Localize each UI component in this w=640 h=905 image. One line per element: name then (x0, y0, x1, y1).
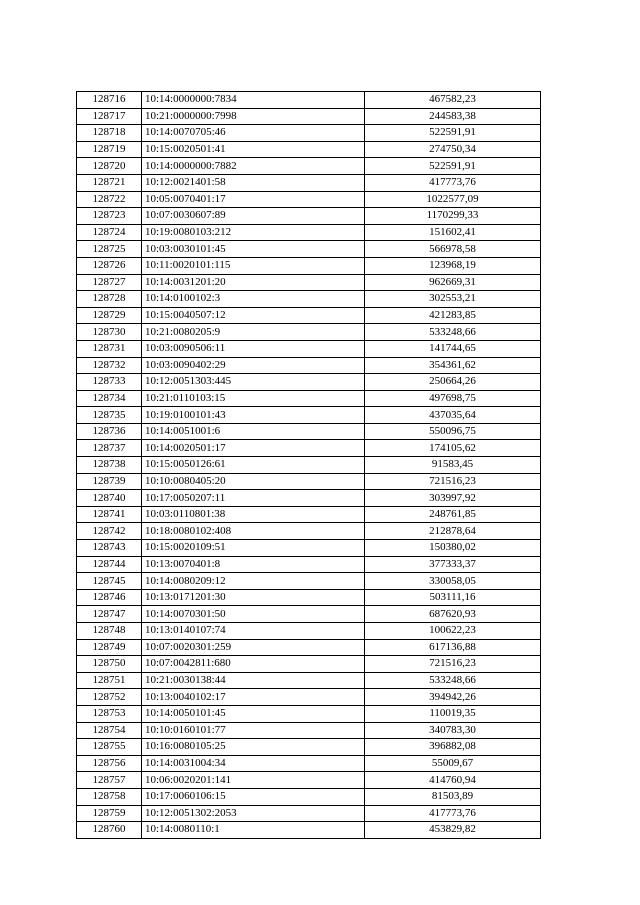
row-id-cell: 128749 (77, 639, 142, 656)
amount-cell: 417773,76 (365, 174, 541, 191)
amount-cell: 394942,26 (365, 689, 541, 706)
row-id-cell: 128734 (77, 390, 142, 407)
cadastral-number-cell: 10:07:0042811:680 (142, 656, 365, 673)
amount-cell: 212878,64 (365, 523, 541, 540)
cadastral-number-cell: 10:17:0050207:11 (142, 490, 365, 507)
row-id-cell: 128741 (77, 506, 142, 523)
table-row (77, 689, 541, 706)
table-row (77, 274, 541, 291)
cadastral-number-cell: 10:21:0000000:7998 (142, 108, 365, 125)
row-id-cell: 128750 (77, 656, 142, 673)
table-row (77, 672, 541, 689)
row-id-cell: 128732 (77, 357, 142, 374)
row-id-cell: 128726 (77, 257, 142, 274)
row-id-cell: 128743 (77, 540, 142, 557)
row-id-cell: 128754 (77, 722, 142, 739)
amount-cell: 414760,94 (365, 772, 541, 789)
table-row (77, 324, 541, 341)
table-row (77, 788, 541, 805)
row-id-cell: 128731 (77, 340, 142, 357)
cadastral-number-cell: 10:14:0020501:17 (142, 440, 365, 457)
table-row (77, 307, 541, 324)
row-id-cell: 128751 (77, 672, 142, 689)
cadastral-number-cell: 10:14:0031201:20 (142, 274, 365, 291)
table-row (77, 623, 541, 640)
amount-cell: 533248,66 (365, 672, 541, 689)
table-row (77, 523, 541, 540)
table-row (77, 174, 541, 191)
row-id-cell: 128722 (77, 191, 142, 208)
table-row (77, 291, 541, 308)
table-row (77, 423, 541, 440)
cadastral-number-cell: 10:14:0031004:34 (142, 755, 365, 772)
cadastral-number-cell: 10:07:0020301:259 (142, 639, 365, 656)
cadastral-number-cell: 10:03:0110801:38 (142, 506, 365, 523)
amount-cell: 1170299,33 (365, 208, 541, 225)
amount-cell: 174105,62 (365, 440, 541, 457)
row-id-cell: 128730 (77, 324, 142, 341)
table-row (77, 241, 541, 258)
table-row (77, 506, 541, 523)
row-id-cell: 128740 (77, 490, 142, 507)
row-id-cell: 128720 (77, 158, 142, 175)
cadastral-number-cell: 10:12:0051302:2053 (142, 805, 365, 822)
table-row (77, 390, 541, 407)
row-id-cell: 128760 (77, 822, 142, 839)
row-id-cell: 128758 (77, 788, 142, 805)
row-id-cell: 128728 (77, 291, 142, 308)
row-id-cell: 128739 (77, 473, 142, 490)
cadastral-number-cell: 10:11:0020101:115 (142, 257, 365, 274)
amount-cell: 721516,23 (365, 473, 541, 490)
amount-cell: 81503,89 (365, 788, 541, 805)
amount-cell: 522591,91 (365, 158, 541, 175)
row-id-cell: 128759 (77, 805, 142, 822)
amount-cell: 522591,91 (365, 125, 541, 142)
table-row (77, 407, 541, 424)
cadastral-number-cell: 10:14:0070301:50 (142, 606, 365, 623)
row-id-cell: 128718 (77, 125, 142, 142)
cadastral-number-cell: 10:16:0080105:25 (142, 739, 365, 756)
amount-cell: 274750,34 (365, 141, 541, 158)
amount-cell: 100622,23 (365, 623, 541, 640)
cadastral-number-cell: 10:13:0140107:74 (142, 623, 365, 640)
amount-cell: 377333,37 (365, 556, 541, 573)
row-id-cell: 128719 (77, 141, 142, 158)
table-row (77, 755, 541, 772)
cadastral-number-cell: 10:15:0020501:41 (142, 141, 365, 158)
cadastral-number-cell: 10:10:0080405:20 (142, 473, 365, 490)
amount-cell: 248761,85 (365, 506, 541, 523)
row-id-cell: 128729 (77, 307, 142, 324)
amount-cell: 55009,67 (365, 755, 541, 772)
table-row (77, 639, 541, 656)
amount-cell: 617136,88 (365, 639, 541, 656)
table-row (77, 822, 541, 839)
table-row (77, 374, 541, 391)
cadastral-number-cell: 10:14:0070705:46 (142, 125, 365, 142)
amount-cell: 91583,45 (365, 457, 541, 474)
row-id-cell: 128724 (77, 224, 142, 241)
table-row (77, 191, 541, 208)
table-row (77, 573, 541, 590)
amount-cell: 962669,31 (365, 274, 541, 291)
cadastral-number-cell: 10:03:0090402:29 (142, 357, 365, 374)
row-id-cell: 128733 (77, 374, 142, 391)
cadastral-number-cell: 10:14:0000000:7882 (142, 158, 365, 175)
cadastral-register-table (76, 91, 541, 839)
amount-cell: 244583,38 (365, 108, 541, 125)
amount-cell: 721516,23 (365, 656, 541, 673)
cadastral-number-cell: 10:14:0050101:45 (142, 705, 365, 722)
amount-cell: 503111,16 (365, 589, 541, 606)
cadastral-number-cell: 10:06:0020201:141 (142, 772, 365, 789)
row-id-cell: 128716 (77, 92, 142, 109)
table-row (77, 772, 541, 789)
cadastral-number-cell: 10:03:0090506:11 (142, 340, 365, 357)
row-id-cell: 128736 (77, 423, 142, 440)
amount-cell: 354361,62 (365, 357, 541, 374)
cadastral-number-cell: 10:13:0171201:30 (142, 589, 365, 606)
amount-cell: 566978,58 (365, 241, 541, 258)
table-row (77, 224, 541, 241)
table-row (77, 589, 541, 606)
amount-cell: 330058,05 (365, 573, 541, 590)
cadastral-number-cell: 10:19:0100101:43 (142, 407, 365, 424)
table-row (77, 739, 541, 756)
cadastral-number-cell: 10:19:0080103:212 (142, 224, 365, 241)
amount-cell: 533248,66 (365, 324, 541, 341)
row-id-cell: 128756 (77, 755, 142, 772)
table-row (77, 473, 541, 490)
table-row (77, 208, 541, 225)
row-id-cell: 128746 (77, 589, 142, 606)
table-row (77, 108, 541, 125)
amount-cell: 550096,75 (365, 423, 541, 440)
cadastral-number-cell: 10:15:0040507:12 (142, 307, 365, 324)
cadastral-number-cell: 10:15:0020109:51 (142, 540, 365, 557)
row-id-cell: 128757 (77, 772, 142, 789)
table-row (77, 125, 541, 142)
cadastral-number-cell: 10:21:0080205:9 (142, 324, 365, 341)
row-id-cell: 128744 (77, 556, 142, 573)
cadastral-number-cell: 10:13:0070401:8 (142, 556, 365, 573)
cadastral-number-cell: 10:12:0051303:445 (142, 374, 365, 391)
row-id-cell: 128748 (77, 623, 142, 640)
cadastral-number-cell: 10:14:0051001:6 (142, 423, 365, 440)
row-id-cell: 128738 (77, 457, 142, 474)
amount-cell: 123968,19 (365, 257, 541, 274)
cadastral-number-cell: 10:14:0080209:12 (142, 573, 365, 590)
cadastral-number-cell: 10:05:0070401:17 (142, 191, 365, 208)
amount-cell: 437035,64 (365, 407, 541, 424)
table-row (77, 490, 541, 507)
cadastral-number-cell: 10:13:0040102:17 (142, 689, 365, 706)
table-row (77, 805, 541, 822)
row-id-cell: 128721 (77, 174, 142, 191)
amount-cell: 497698,75 (365, 390, 541, 407)
cadastral-number-cell: 10:21:0110103:15 (142, 390, 365, 407)
row-id-cell: 128752 (77, 689, 142, 706)
row-id-cell: 128737 (77, 440, 142, 457)
row-id-cell: 128725 (77, 241, 142, 258)
table-row (77, 606, 541, 623)
cadastral-number-cell: 10:15:0050126:61 (142, 457, 365, 474)
amount-cell: 141744,65 (365, 340, 541, 357)
cadastral-number-cell: 10:14:0000000:7834 (142, 92, 365, 109)
amount-cell: 1022577,09 (365, 191, 541, 208)
table-row (77, 340, 541, 357)
row-id-cell: 128727 (77, 274, 142, 291)
row-id-cell: 128745 (77, 573, 142, 590)
table-row (77, 357, 541, 374)
table-row (77, 556, 541, 573)
cadastral-number-cell: 10:14:0100102:3 (142, 291, 365, 308)
cadastral-number-cell: 10:17:0060106:15 (142, 788, 365, 805)
amount-cell: 150380,02 (365, 540, 541, 557)
table-row (77, 722, 541, 739)
amount-cell: 396882,08 (365, 739, 541, 756)
row-id-cell: 128755 (77, 739, 142, 756)
amount-cell: 421283,85 (365, 307, 541, 324)
cadastral-number-cell: 10:18:0080102:408 (142, 523, 365, 540)
row-id-cell: 128717 (77, 108, 142, 125)
amount-cell: 467582,23 (365, 92, 541, 109)
cadastral-number-cell: 10:12:0021401:58 (142, 174, 365, 191)
amount-cell: 453829,82 (365, 822, 541, 839)
amount-cell: 340783,30 (365, 722, 541, 739)
table-row (77, 457, 541, 474)
row-id-cell: 128735 (77, 407, 142, 424)
table-row (77, 141, 541, 158)
amount-cell: 687620,93 (365, 606, 541, 623)
table-row (77, 257, 541, 274)
cadastral-number-cell: 10:21:0030138:44 (142, 672, 365, 689)
cadastral-number-cell: 10:10:0160101:77 (142, 722, 365, 739)
table-row (77, 705, 541, 722)
cadastral-number-cell: 10:07:0030607:89 (142, 208, 365, 225)
row-id-cell: 128753 (77, 705, 142, 722)
amount-cell: 110019,35 (365, 705, 541, 722)
amount-cell: 302553,21 (365, 291, 541, 308)
amount-cell: 303997,92 (365, 490, 541, 507)
amount-cell: 250664,26 (365, 374, 541, 391)
table-row (77, 540, 541, 557)
amount-cell: 417773,76 (365, 805, 541, 822)
row-id-cell: 128742 (77, 523, 142, 540)
row-id-cell: 128747 (77, 606, 142, 623)
cadastral-number-cell: 10:14:0080110:1 (142, 822, 365, 839)
amount-cell: 151602,41 (365, 224, 541, 241)
table-row (77, 440, 541, 457)
table-row (77, 656, 541, 673)
cadastral-number-cell: 10:03:0030101:45 (142, 241, 365, 258)
register-table-body (77, 92, 541, 839)
table-row (77, 158, 541, 175)
table-row (77, 92, 541, 109)
row-id-cell: 128723 (77, 208, 142, 225)
